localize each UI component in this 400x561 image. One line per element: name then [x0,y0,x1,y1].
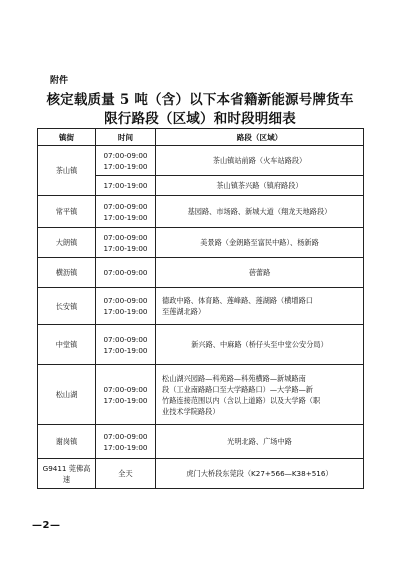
table-row [38,228,364,258]
town-cell: 谢岗镇 [38,425,96,459]
road-cell: 茶山镇茶兴路（镇府路段） [156,176,364,196]
column-header-town: 镇街 [38,129,96,146]
town-cell: 松山湖 [38,365,96,425]
column-header-time: 时间 [96,129,156,146]
table-row [38,425,364,459]
road-cell: 美景路（金朗路至富民中路）、杨新路 [156,228,364,258]
road-cell: 德政中路、体育路、莲峰路、莲湖路（横增路口 至莲湖北路） [156,288,364,325]
road-cell: 新兴路、中麻路（桥仔头至中堂公安分局） [156,325,364,365]
time-cell: 07:00-09:00 17:00-19:00 [96,365,156,425]
road-cell: 松山湖兴园路—科苑路—科苑横路—新城路南 段（工业南路路口至大学路路口）—大学路—新 竹路连接范围以内（含以上道路）以及大学路（职 业技术学院路段） [156,365,364,425]
time-cell: 17:00-19:00 [96,176,156,196]
attachment-label: 附件 [50,76,69,86]
table-row [38,146,364,176]
road-cell: 基园路、市场路、新城大道（翔龙天地路段） [156,196,364,228]
road-cell: 茶山镇站前路（火车站路段） [156,146,364,176]
table-header-row [38,129,364,146]
table-row [38,459,364,489]
town-cell: 横沥镇 [38,258,96,288]
time-cell: 07:00-09:00 17:00-19:00 [96,325,156,365]
town-cell: 中堂镇 [38,325,96,365]
time-cell: 全天 [96,459,156,489]
column-header-road: 路段（区域） [156,129,364,146]
road-cell: 光明北路、广场中路 [156,425,364,459]
town-cell: 大朗镇 [38,228,96,258]
town-cell: 长安镇 [38,288,96,325]
time-cell: 07:00-09:00 17:00-19:00 [96,228,156,258]
time-cell: 07:00-09:00 17:00-19:00 [96,288,156,325]
document-title-line-2: 限行路段（区域）和时段明细表 [104,111,296,127]
time-cell: 07:00-09:00 17:00-19:00 [96,146,156,176]
table-row [38,258,364,288]
restriction-schedule-table [37,128,364,489]
time-cell: 07:00-09:00 [96,258,156,288]
document-title-line-1: 核定载质量 5 吨（含）以下本省籍新能源号牌货车 [46,92,354,108]
time-cell: 07:00-09:00 17:00-19:00 [96,425,156,459]
table-row [38,196,364,228]
page-number: —2— [32,520,61,531]
time-cell: 07:00-09:00 17:00-19:00 [96,196,156,228]
table-row [38,325,364,365]
table-row [38,365,364,425]
town-cell: 茶山镇 [38,146,96,196]
town-cell: G9411 莞佛高速 [38,459,96,489]
town-cell: 常平镇 [38,196,96,228]
table-row [38,288,364,325]
road-cell: 蓓蕾路 [156,258,364,288]
road-cell: 虎门大桥段东莞段（K27+566—K38+516） [156,459,364,489]
